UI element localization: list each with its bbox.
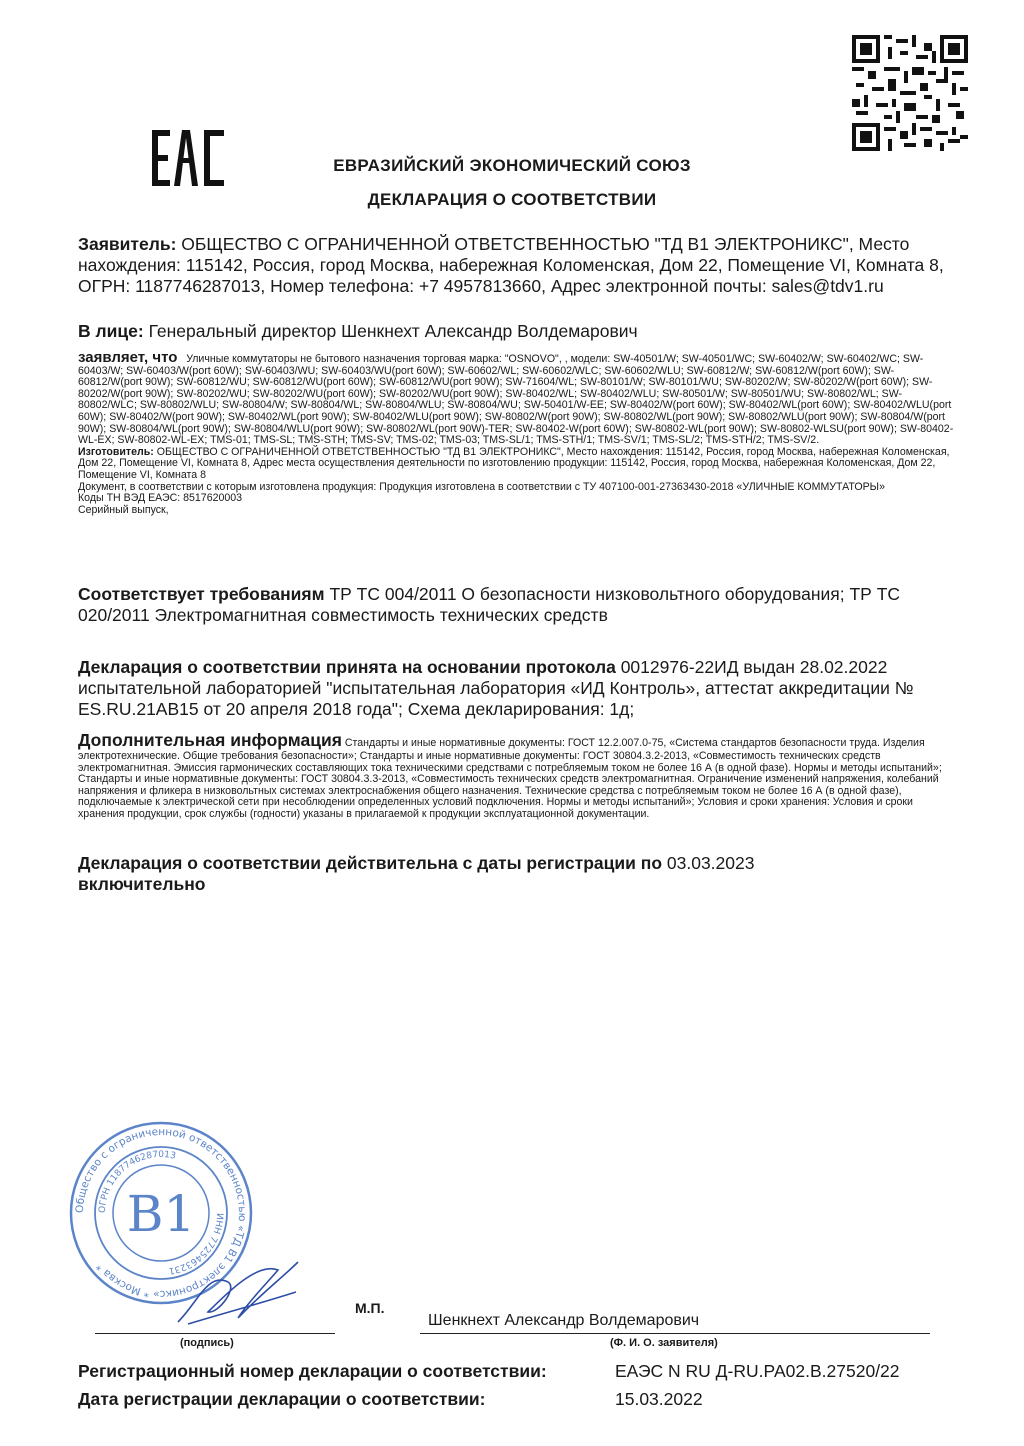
manufacturer-label: Изготовитель:	[78, 445, 154, 458]
document-title: ДЕКЛАРАЦИЯ О СООТВЕТСТВИИ	[367, 190, 657, 209]
basis-label: Декларация о соответствии принята на основании протокола	[78, 657, 616, 677]
name-caption: (Ф. И. О. заявителя)	[610, 1337, 718, 1349]
additional-text: Стандарты и иные нормативные документы: ГОСТ 12.2.007.0-75, «Система стандартов безопасности труда. Изделия электротехнические. Общие требования безопасности»; Стандарты и иные нормативные документы: ГОСТ 30804.3.2-2013, «Совместимость технических средств электромагнитная. Эмиссия гармонических составляющих тока техническими средствами с потребляемым током не более 16 А (в одной фазе). Нормы и методы испытаний»; Стандарты и иные нормативные документы: ГОСТ 30804.3.3-2013, «Совместимость технических средств электромагнитная. Ограничение изменений напряжения, колебаний напряжения и фликера в низковольтных системах электроснабжения общего назначения. Технические средства с потребляемым током не более 16 А (в одной фазе), подключаемые к электрической сети при несоблюдении определенных условий подключения. Нормы и методы испытаний»; Условия и сроки хранения: Условия и сроки хранения продукции, срок службы (годности) указаны в прилагаемой к продукции эксплуатационной документации.	[78, 737, 942, 820]
person-block	[78, 321, 958, 342]
declares-label: заявляет, что	[78, 349, 178, 366]
applicant-label: Заявитель:	[78, 234, 177, 254]
registration-number-label: Регистрационный номер декларации о соответствии:	[78, 1361, 547, 1381]
basis-text: 0012976-22ИД выдан 28.02.2022 испытательной лабораторией "испытательная лаборатория «ИД Контроль», аттестат аккредитации № ES.RU.21АВ15 от 20 апреля 2018 года"; Схема декларирования: 1д;	[78, 657, 914, 719]
stamp-inn: ИНН 7725463231	[167, 1212, 225, 1276]
compliance-block	[78, 584, 958, 626]
applicant-name: Шенкнехт Александр Волдемарович	[428, 1312, 700, 1329]
stamp-place-label: М.П.	[355, 1300, 385, 1316]
signature-caption: (подпись)	[180, 1337, 234, 1349]
stamp-ogrn: ОГРН 1187746287013	[97, 1149, 177, 1214]
compliance-text: ТР ТС 004/2011 О безопасности низковольтного оборудования; ТР ТС 020/2011 Электромагнитная совместимость технических средств	[78, 584, 901, 625]
registration-date-label: Дата регистрации декларации о соответствии:	[78, 1389, 486, 1409]
registration-number: ЕАЭС N RU Д-RU.РА02.В.27520/22	[615, 1361, 900, 1381]
union-heading: ЕВРАЗИЙСКИЙ ЭКОНОМИЧЕСКИЙ СОЮЗ	[333, 156, 691, 175]
registration-date: 15.03.2022	[615, 1389, 703, 1409]
compliance-label: Соответствует требованиям	[78, 584, 325, 604]
document-basis: Документ, в соответствии с которым изготовлена продукция: Продукция изготовлена в соответствии с ТУ 407100-001-27363430-2018 «УЛИЧНЫЕ КОММУТАТОРЫ»	[78, 480, 885, 493]
applicant-text: ОБЩЕСТВО С ОГРАНИЧЕННОЙ ОТВЕТСТВЕННОСТЬЮ "ТД В1 ЭЛЕКТРОНИКС", Место нахождения: 115142, Россия, город Москва, набережная Коломенская, Дом 22, Помещение VI, Комната 8, ОГРН: 1187746287013, Номер телефона: +7 4957813660, Адрес электронной почты: sales@tdv1.ru	[78, 234, 944, 296]
validity-block	[78, 853, 958, 895]
validity-label: Декларация о соответствии действительна с даты регистрации по	[78, 853, 663, 873]
manufacturer-text: ОБЩЕСТВО С ОГРАНИЧЕННОЙ ОТВЕТСТВЕННОСТЬЮ "ТД В1 ЭЛЕКТРОНИКС", Место нахождения: 115142, Россия, город Москва, набережная Коломенская, Дом 22, Помещение VI, Комната 8, Адрес места осуществления деятельности по изготовлению продукции: 115142, Россия, город Москва, набережная Коломенская, Дом 22, Помещение VI, Комната 8	[78, 445, 950, 481]
signature-scribble	[168, 1252, 308, 1332]
additional-block	[78, 730, 958, 821]
serial-release: Серийный выпуск,	[78, 503, 169, 516]
declares-block	[78, 349, 958, 516]
qr-code	[851, 35, 969, 151]
validity-suffix: включительно	[78, 874, 206, 894]
validity-date: 03.03.2023	[662, 853, 755, 873]
applicant-block	[78, 234, 958, 297]
stamp-ring-text: Общество с ограниченной ответственностью «ТД В1 электроникс» * Москва *	[73, 1125, 249, 1301]
stamp-center-text: В1	[126, 1185, 196, 1243]
person-text: Генеральный директор Шенкнехт Александр Волдемарович	[143, 321, 638, 341]
products-list: Уличные коммутаторы не бытового назначения торговая марка: "OSNOVO", , модели: SW-40501/W; SW-40501/WC; SW-60402/W; SW-60402/WC; SW-60403/W; SW-60403/W(port 60W); SW-60403/WU; SW-60403/WU(port 60W); SW-60602/WL; SW-60602/WLC; SW-60602/WLU; SW-60812/W; SW-60812/W(port 60W); SW-60812/W(port 90W); SW-60812/WU; SW-60812/WU(port 60W); SW-60812/WU(port 90W); SW-71604/WL; SW-80101/W; SW-80101/WU; SW-80202/W; SW-80202/W(port 60W); SW-80202/W(port 90W); SW-80202/WU; SW-80202/WU(port 60W); SW-80202/WU(port 90W); SW-80402/WL; SW-80402/WLU; SW-80501/W; SW-80501/WU; SW-80802/WL; SW-80802/WLC; SW-80802/WLU; SW-80804/W; SW-80804/WL; SW-80804/WLU; SW-80804/WU; SW-50401/W-EE; SW-80402/W(port 60W); SW-80402/WL(port 60W); SW-80402/WLU(port 60W); SW-80402/W(port 90W); SW-80402/WL(port 90W); SW-80402/WLU(port 90W); SW-80802/W(port 90W); SW-80802/WL(port 90W); SW-80802/WLU(port 90W); SW-80804/W(port 90W); SW-80804/WL(port 90W); SW-80804/WLU(port 90W); SW-80802/WL(port 90W)-TER; SW-80402-W(port 60W); SW-80802-WL(port 90W); SW-80802-WLSU(port 90W); SW-80402-WL-EX; SW-80802-WL-EX; TMS-01; TMS-SL; TMS-STH; TMS-SV; TMS-02; TMS-03; TMS-SL/1; TMS-STH/1; TMS-SV/1; TMS-SL/2; TMS-STH/2; TMS-SV/2.	[78, 353, 954, 447]
tn-ved-codes: Коды ТН ВЭД ЕАЭС: 8517620003	[78, 492, 243, 505]
basis-block	[78, 657, 958, 720]
additional-label: Дополнительная информация	[78, 730, 342, 750]
person-label: В лице:	[78, 321, 144, 341]
